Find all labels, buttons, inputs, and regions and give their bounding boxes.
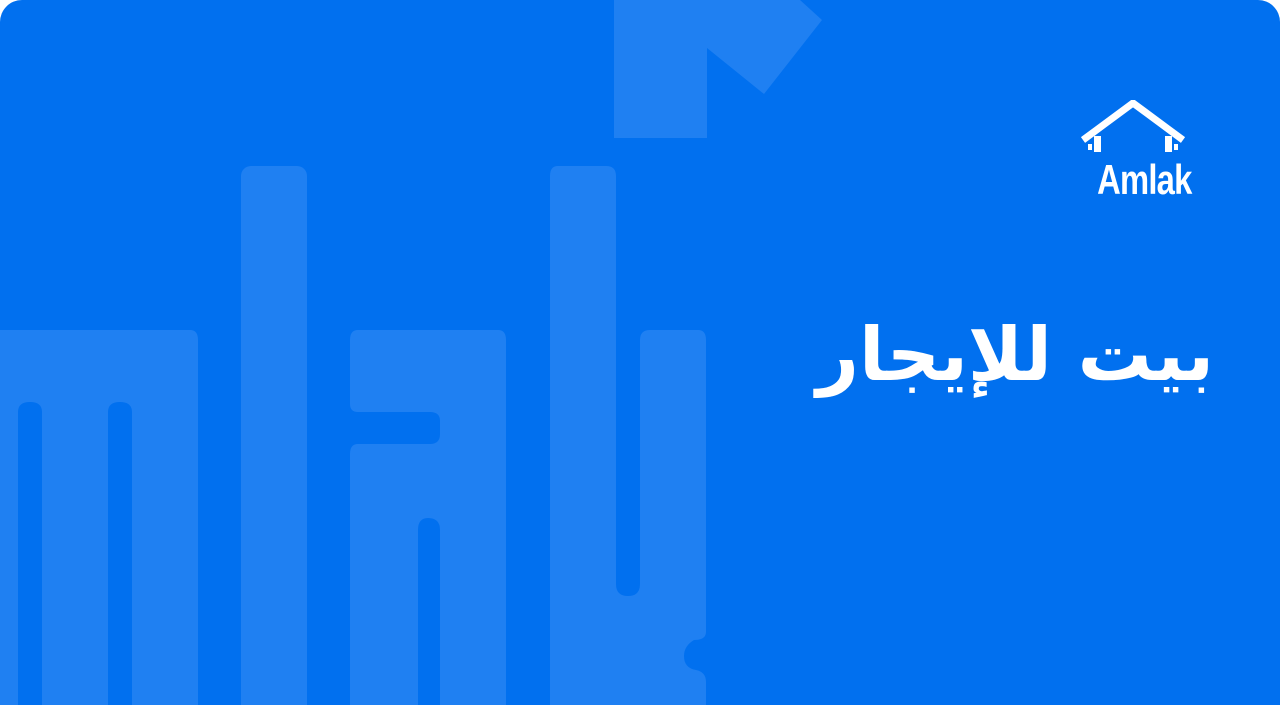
headline-house-for-rent: بيت للإيجار bbox=[816, 312, 1214, 398]
logo-wordmark: Amlak bbox=[1097, 156, 1192, 203]
amlak-logo bbox=[1080, 100, 1192, 212]
bg-letter-l bbox=[241, 166, 307, 705]
